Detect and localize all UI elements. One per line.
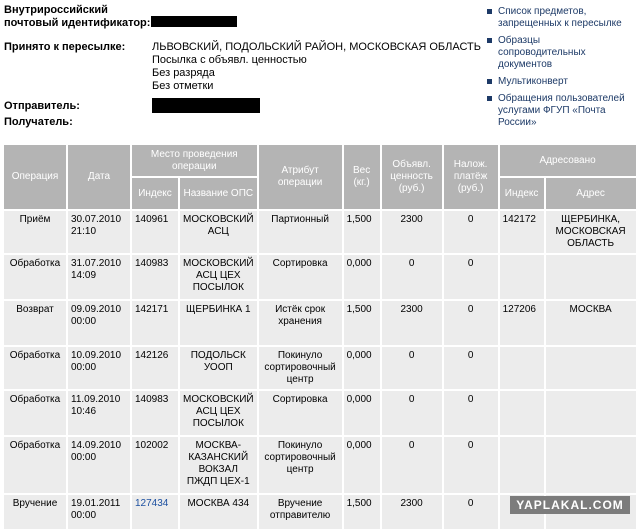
col-cod: Налож. платёж (руб.) [444,145,498,209]
cell-ops-name: ПОДОЛЬСК УООП [180,347,257,389]
col-operation: Операция [4,145,66,209]
sidebar-links [487,6,637,134]
cell-declared-value: 2300 [382,495,442,529]
cell-operation: Обработка [4,437,66,493]
cell-date: 09.09.2010 00:00 [68,301,130,345]
cell-index: 102002 [132,437,178,493]
cell-address: МОСКВА [546,301,636,345]
cell-cod: 0 [444,301,498,345]
table-row [4,437,636,493]
cell-date: 19.01.2011 00:00 [68,495,130,529]
tracking-id-label: Внутрироссийский почтовый идентификатор: [4,4,151,29]
table-row [4,347,636,389]
sidebar-link-multienvelope[interactable] [487,76,637,88]
redacted-tracking-id [151,16,237,27]
cell-declared-value: 0 [382,255,442,299]
cell-cod: 0 [444,391,498,435]
square-bullet-icon [487,96,492,101]
table-row [4,211,636,253]
col-date: Дата [68,145,130,209]
cell-cod: 0 [444,347,498,389]
cell-weight: 1,500 [344,301,380,345]
cell-addr-index [500,347,544,389]
cell-addr-index [500,391,544,435]
square-bullet-icon [487,9,492,14]
cell-date: 31.07.2010 14:09 [68,255,130,299]
col-place: Место проведения операции [132,145,257,176]
cell-address [546,347,636,389]
cell-operation: Вручение [4,495,66,529]
cell-declared-value: 2300 [382,211,442,253]
sidebar-link-prohibited[interactable] [487,6,637,30]
sidebar-link-appeals[interactable] [487,93,637,129]
col-weight: Вес (кг.) [344,145,380,209]
cell-ops-name: МОСКОВСКИЙ АСЦ [180,211,257,253]
cell-index: 140961 [132,211,178,253]
cell-weight: 1,500 [344,211,380,253]
cell-declared-value: 0 [382,347,442,389]
cell-ops-name: МОСКОВСКИЙ АСЦ ЦЕХ ПОСЫЛОК [180,391,257,435]
operations-body [4,211,636,529]
cell-cod: 0 [444,495,498,529]
sender-label: Отправитель: [4,100,80,112]
cell-addr-index: 142172 [500,211,544,253]
sidebar-link-documents[interactable] [487,35,637,71]
cell-address [546,391,636,435]
cell-attribute: Истёк срок хранения [259,301,342,345]
cell-declared-value: 0 [382,391,442,435]
cell-date: 11.09.2010 10:46 [68,391,130,435]
cell-attribute: Вручение отправителю [259,495,342,529]
col-index: Индекс [132,178,178,209]
document-samples-link[interactable]: Образцы сопроводительных документов [498,35,586,70]
parcel-mark: Без отметки [152,80,214,92]
cell-index: 140983 [132,391,178,435]
cell-weight: 0,000 [344,347,380,389]
cell-addr-index: 127206 [500,301,544,345]
cell-cod: 0 [444,211,498,253]
cell-attribute: Сортировка [259,391,342,435]
square-bullet-icon [487,79,492,84]
cell-cod: 0 [444,437,498,493]
table-row [4,255,636,299]
cell-ops-name: МОСКВА 434 [180,495,257,529]
cell-ops-name: МОСКВА- КАЗАНСКИЙ ВОКЗАЛ ПЖДП ЦЕХ-1 [180,437,257,493]
cell-index: 142171 [132,301,178,345]
cell-declared-value: 0 [382,437,442,493]
parcel-category: Без разряда [152,67,215,79]
cell-operation: Возврат [4,301,66,345]
cell-weight: 0,000 [344,255,380,299]
col-ops-name: Название ОПС [180,178,257,209]
cell-attribute: Сортировка [259,255,342,299]
cell-date: 10.09.2010 00:00 [68,347,130,389]
cell-address: ЩЕРБИНКА, МОСКОВСКАЯ ОБЛАСТЬ [546,211,636,253]
cell-attribute: Покинуло сортировочный центр [259,347,342,389]
user-appeals-link[interactable]: Обращения пользователей услугами ФГУП «Почта России» [498,93,625,128]
cell-operation: Обработка [4,347,66,389]
cell-weight: 1,500 [344,495,380,529]
cell-date: 14.09.2010 00:00 [68,437,130,493]
cell-declared-value: 2300 [382,301,442,345]
cell-index[interactable]: 127434 [132,495,178,529]
cell-addr-index [500,255,544,299]
operations-table [2,143,638,531]
prohibited-items-link[interactable]: Список предметов, запрещенных к пересылке [498,6,622,29]
cell-date: 30.07.2010 21:10 [68,211,130,253]
multienvelope-link[interactable]: Мультиконверт [498,76,568,87]
cell-operation: Обработка [4,391,66,435]
cell-attribute: Покинуло сортировочный центр [259,437,342,493]
square-bullet-icon [487,38,492,43]
recipient-label: Получатель: [4,116,73,128]
col-declared-value: Объявл. ценность (руб.) [382,145,442,209]
cell-addr-index [500,437,544,493]
cell-ops-name: МОСКОВСКИЙ АСЦ ЦЕХ ПОСЫЛОК [180,255,257,299]
cell-weight: 0,000 [344,437,380,493]
col-addressed: Адресовано [500,145,636,176]
accepted-place: ЛЬВОВСКИЙ, ПОДОЛЬСКИЙ РАЙОН, МОСКОВСКАЯ ОБЛАСТЬ [152,41,481,53]
parcel-type: Посылка с объявл. ценностью [152,54,307,66]
cell-index: 140983 [132,255,178,299]
cell-ops-name: ЩЕРБИНКА 1 [180,301,257,345]
accepted-details [152,41,482,93]
table-row [4,301,636,345]
col-address: Адрес [546,178,636,209]
watermark-logo: YAPLAKAL.COM [510,496,630,514]
cell-cod: 0 [444,255,498,299]
table-row [4,391,636,435]
redacted-sender [152,98,260,113]
col-addr-index: Индекс [500,178,544,209]
cell-index: 142126 [132,347,178,389]
cell-operation: Приём [4,211,66,253]
accepted-label: Принято к пересылке: [4,41,126,53]
cell-address [546,255,636,299]
cell-attribute: Партионный [259,211,342,253]
cell-operation: Обработка [4,255,66,299]
cell-address [546,437,636,493]
cell-weight: 0,000 [344,391,380,435]
col-attribute: Атрибут операции [259,145,342,209]
